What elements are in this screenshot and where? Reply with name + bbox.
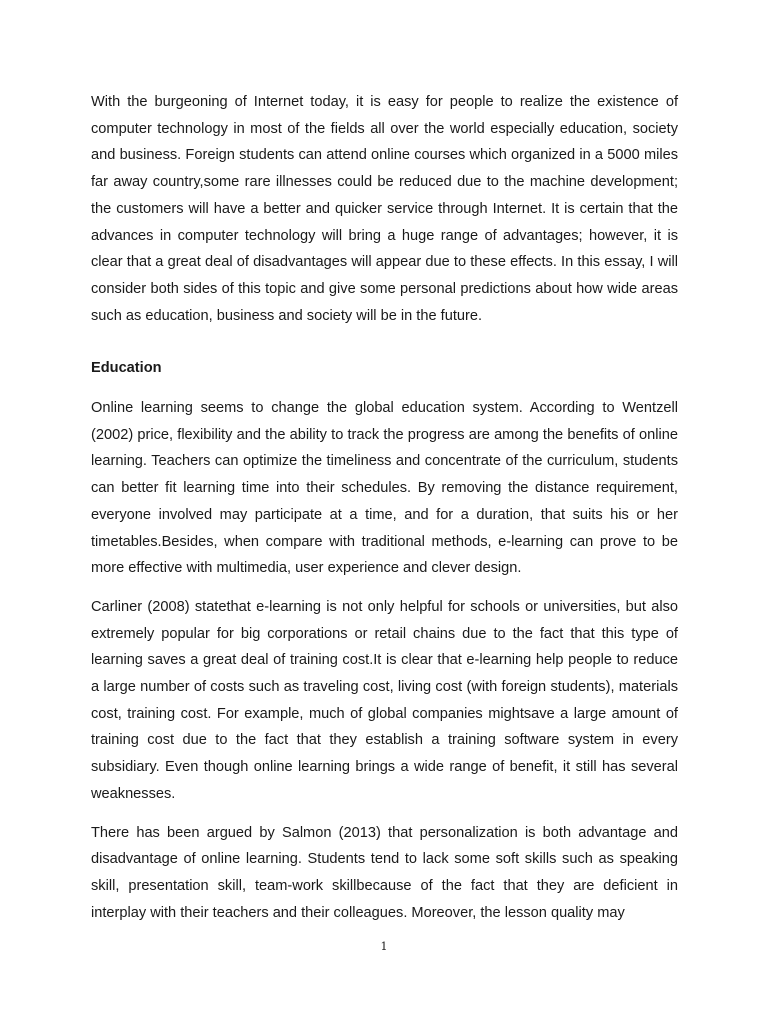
document-body (91, 89, 678, 938)
paragraph-online-learning: Online learning seems to change the global education system. According to Wentzell (2002) price, flexibility and the ability to track the progress are among the benefits of online learning. Teachers can optimize the timeliness and concentrate of the curriculum, students can better fit learning time into their schedules. By removing the distance requirement, everyone involved may participate at a time, and for a duration, that suits his or her timetables.Besides, when compare with traditional methods, e-learning can prove to be more effective with multimedia, user experience and clever design. (91, 400, 678, 577)
page-number: 1 (380, 940, 388, 953)
intro-paragraph: With the burgeoning of Internet today, it is easy for people to realize the existence of computer technology in most of the fields all over the world especially education, society and business. Foreign students can attend online courses which organized in a 5000 miles far away country,some rare illnesses could be reduced due to the machine development; the customers will have a better and quicker service through Internet. It is certain that the advances in computer technology will bring a huge range of advantages; however, it is clear that a great deal of disadvantages will appear due to these effects. In this essay, I will consider both sides of this topic and give some personal predictions about how wide areas such as education, business and society will be in the future. (91, 94, 678, 324)
paragraph-carliner: Carliner (2008) statethat e-learning is not only helpful for schools or universities, but also extremely popular for big corporations or retail chains due to the fact that this type of learning saves a great deal of training cost.It is clear that e-learning help people to reduce a large number of costs such as traveling cost, living cost (with foreign students), materials cost, training cost. For example, much of global companies mightsave a large amount of training cost due to the fact that they establish a training software system in every subsidiary. Even though online learning brings a wide range of benefit, it still has several weaknesses. (91, 598, 678, 802)
paragraph-salmon: There has been argued by Salmon (2013) that personalization is both advantage and disadvantage of online learning. Students tend to lack some soft skills such as speaking skill, presentation skill, team-work skillbecause of the fact that they are deficient in interplay with their teachers and their colleagues. Moreover, the lesson quality may (91, 824, 678, 921)
section-heading-education: Education (91, 360, 162, 377)
